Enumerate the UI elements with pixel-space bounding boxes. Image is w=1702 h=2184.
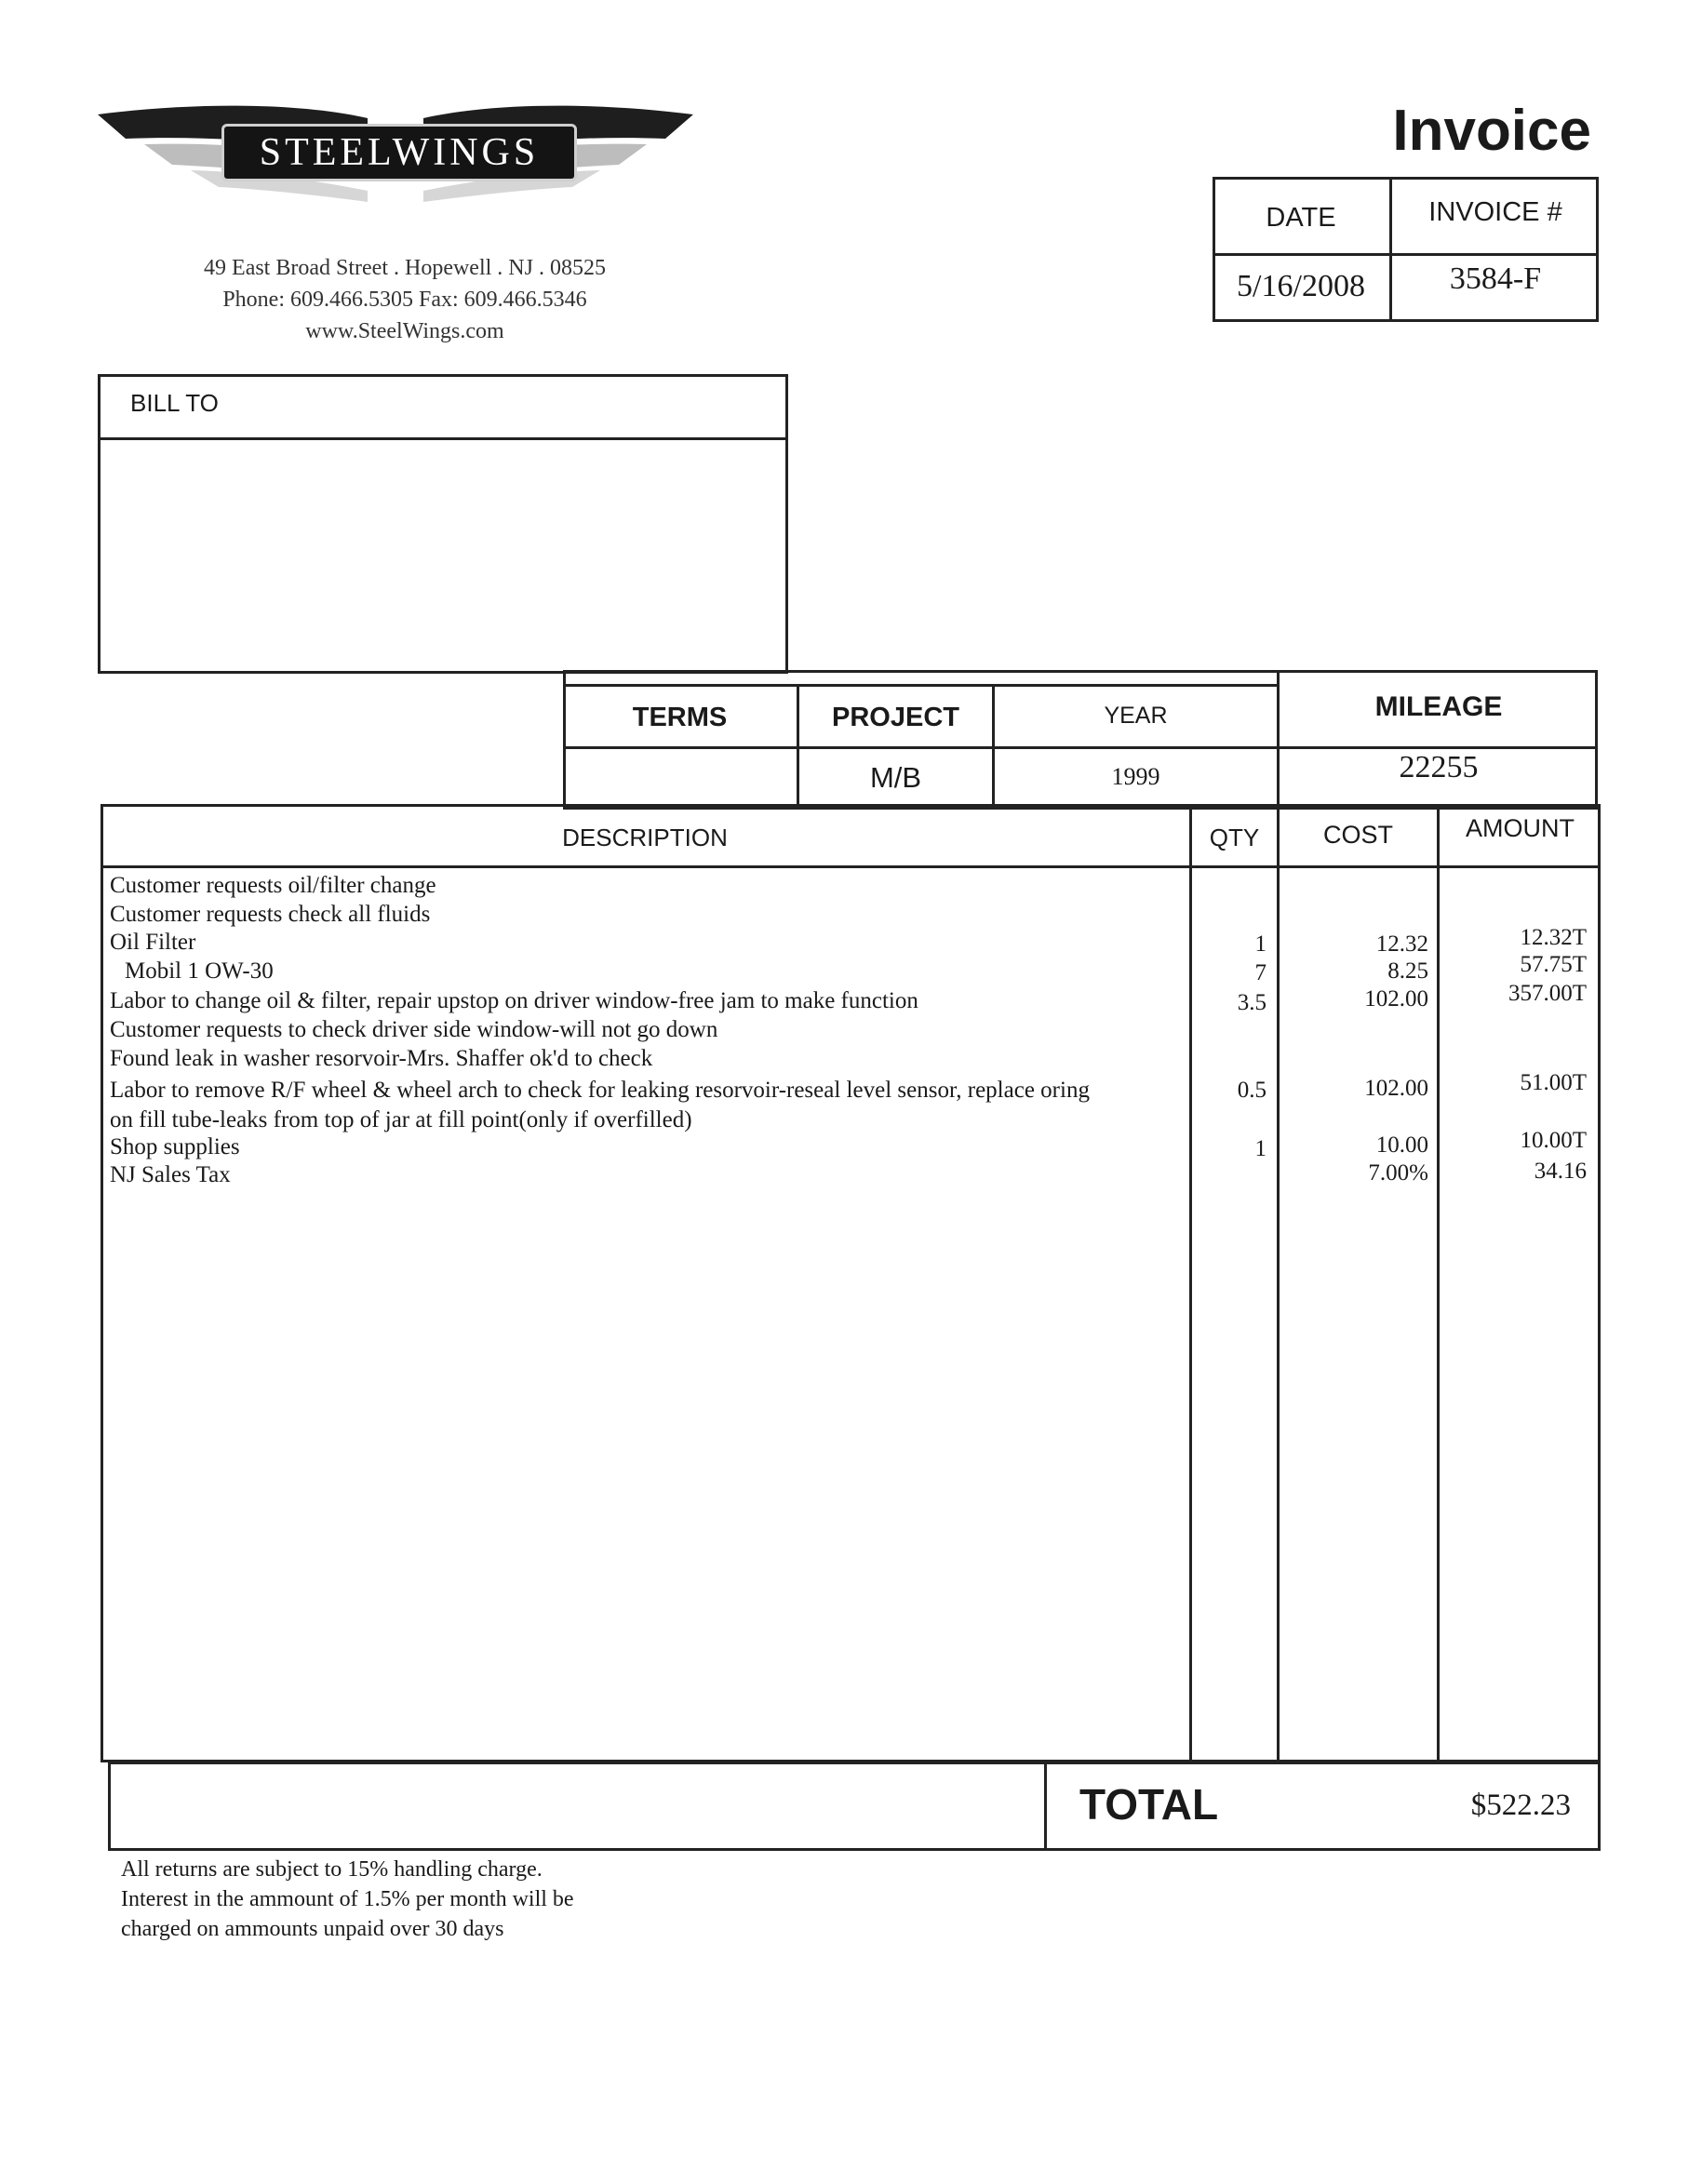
line-item-cost: 12.32 <box>1375 931 1428 957</box>
line-item-amount: 51.00T <box>1520 1070 1587 1095</box>
line-item-description: on fill tube-leaks from top of jar at fill point(only if overfilled) <box>110 1107 692 1132</box>
line-item-description: Labor to change oil & filter, repair upstop on driver window-free jam to make function <box>110 988 918 1013</box>
line-item-qty: 3.5 <box>1237 990 1266 1015</box>
footer-interest-note-continued: charged on ammounts unpaid over 30 days <box>121 1917 504 1941</box>
line-item-description: Customer requests oil/filter change <box>110 873 436 898</box>
line-item-amount: 34.16 <box>1534 1159 1587 1184</box>
footer-returns-note: All returns are subject to 15% handling charge. <box>121 1857 543 1882</box>
company-address: 49 East Broad Street . Hopewell . NJ . 08525 <box>204 256 606 280</box>
line-item-cost: 102.00 <box>1364 1076 1428 1101</box>
line-item-cost: 7.00% <box>1368 1160 1428 1186</box>
invoice-number-label: INVOICE # <box>1428 197 1562 227</box>
line-item-qty: 7 <box>1254 960 1266 985</box>
line-item-description: Shop supplies <box>110 1134 240 1159</box>
company-logo-text: STEELWINGS <box>221 124 577 181</box>
project-value: M/B <box>869 761 922 794</box>
bill-to-label: BILL TO <box>130 389 219 417</box>
bill-to-box <box>98 374 788 674</box>
line-item-description: Found leak in washer resorvoir-Mrs. Shaffer ok'd to check <box>110 1046 653 1071</box>
line-item-amount: 357.00T <box>1508 981 1587 1006</box>
line-item-qty: 1 <box>1254 931 1266 957</box>
total-amount: $522.23 <box>1470 1789 1571 1822</box>
line-item-qty: 0.5 <box>1237 1078 1266 1103</box>
invoice-date: 5/16/2008 <box>1237 269 1365 303</box>
description-column-header: DESCRIPTION <box>562 824 728 851</box>
line-item-description: Mobil 1 OW-30 <box>125 958 274 984</box>
date-label: DATE <box>1266 203 1336 233</box>
mileage-label: MILEAGE <box>1374 691 1503 722</box>
company-website: www.SteelWings.com <box>305 319 504 343</box>
project-label: PROJECT <box>832 703 959 732</box>
line-item-description: Customer requests check all fluids <box>110 902 431 927</box>
terms-label: TERMS <box>632 703 728 732</box>
year-value: 1999 <box>1111 763 1160 790</box>
line-item-amount: 57.75T <box>1520 952 1587 977</box>
line-item-amount: 10.00T <box>1520 1128 1587 1153</box>
line-item-description: NJ Sales Tax <box>110 1162 231 1187</box>
invoice-number: 3584-F <box>1449 261 1542 296</box>
line-item-description: Labor to remove R/F wheel & wheel arch to check for leaking resorvoir-reseal level sensor, replace oring <box>110 1078 1090 1103</box>
line-item-qty: 1 <box>1254 1136 1266 1161</box>
line-item-amount: 12.32T <box>1520 925 1587 950</box>
line-item-cost: 10.00 <box>1375 1132 1428 1158</box>
footer-interest-note: Interest in the ammount of 1.5% per month will be <box>121 1887 574 1911</box>
year-label: YEAR <box>1104 703 1168 729</box>
company-phone-fax: Phone: 609.466.5305 Fax: 609.466.5346 <box>222 288 587 312</box>
line-item-description: Oil Filter <box>110 930 196 955</box>
line-item-cost: 102.00 <box>1364 986 1428 1012</box>
total-label: TOTAL <box>1079 1780 1219 1829</box>
line-item-cost: 8.25 <box>1387 958 1428 984</box>
qty-column-header: QTY <box>1209 824 1260 851</box>
invoice-title: Invoice <box>1392 99 1591 163</box>
amount-column-header: AMOUNT <box>1466 814 1575 842</box>
line-item-description: Customer requests to check driver side window-will not go down <box>110 1017 718 1042</box>
mileage-value: 22255 <box>1399 750 1479 784</box>
cost-column-header: COST <box>1322 821 1393 849</box>
